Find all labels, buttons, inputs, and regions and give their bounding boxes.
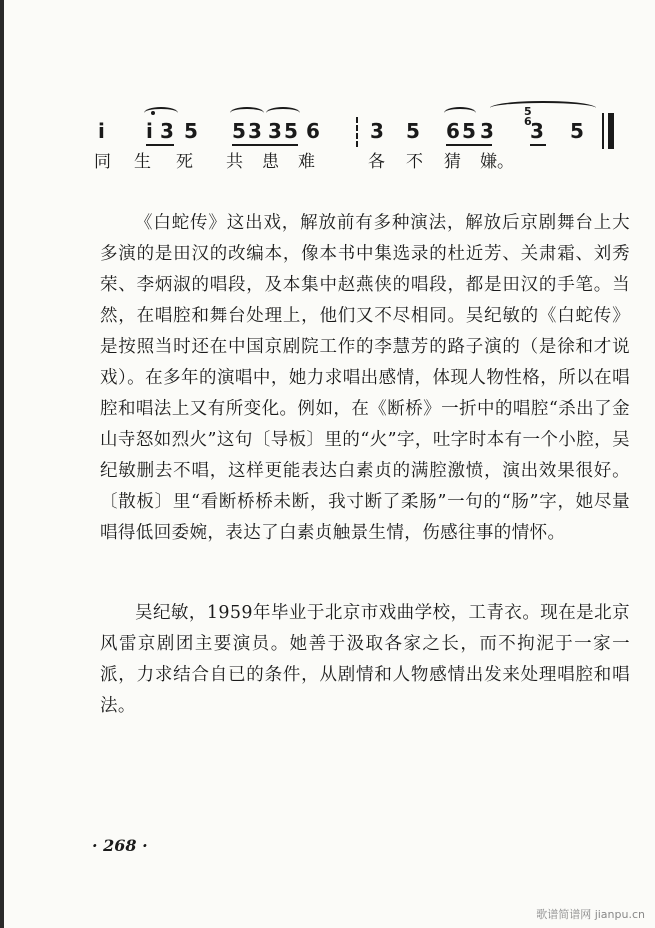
rhythm-underline [146,144,174,146]
lyric-char: 共 [226,152,243,172]
body-paragraph-1: 《白蛇传》这出戏，解放前有多种演法，解放后京剧舞台上大多演的是田汉的改编本，像本书中集选录的杜近芳、关肃霜、刘秀荣、李炳淑的唱段，及本集中赵燕侠的唱段，都是田汉的手笔。当然，在唱腔和舞台处理上，他们又不尽相同。吴纪敏的《白蛇传》是按照当时还在中国京剧院工作的李慧芳的路子演的（是徐和才说戏）。在多年的演唱中，她力求唱出感情，体现人物性格，所以在唱腔和唱法上又有所变化。例如，在《断桥》一折中的唱腔“杀出了金山寺怒如烈火”这句〔导板〕里的“火”字，吐字时本有一个小腔，吴纪敏删去不唱，这样更能表达白素贞的满腔激愤，演出效果很好。〔散板〕里“看断桥桥未断，我寸断了柔肠”一句的“肠”字，她尽量唱得低回委婉，表达了白素贞触景生情，伤感往事的情怀。 [100,213,630,543]
slur [230,107,264,119]
note: 6 [446,119,460,143]
slur [266,107,300,119]
rhythm-underline [530,144,546,146]
note: 3 [160,119,174,143]
note: 3 [268,119,282,143]
grace-note: 6 [524,115,532,128]
slur [490,101,596,115]
page-left-edge [0,0,4,928]
dashed-barline [356,117,360,147]
lyric-char: 嫌。 [480,152,514,172]
lyric-char: 各 [368,152,385,172]
note: i [146,119,153,143]
note: 5 [184,119,198,143]
jianpu-notation-line [94,103,624,193]
note: 5 [570,119,584,143]
rhythm-underline [232,144,298,146]
note: 5 [232,119,246,143]
lyric-char: 患 [262,152,279,172]
grace-note: 5 [524,105,532,118]
slur [144,107,178,119]
lyric-char: 生 [134,152,151,172]
note: 5 [462,119,476,143]
body-paragraph-2: 吴纪敏，1959年毕业于北京市戏曲学校，工青衣。现在是北京风雷京剧团主要演员。她善于汲取各家之长，而不拘泥于一家一派，力求结合自已的条件，从剧情和人物感情出发来处理唱腔和唱法。 [100,603,630,716]
page-number: · 268 · [92,836,148,855]
note: 3 [530,119,544,143]
final-barline-thin [602,113,604,149]
slur [444,107,476,119]
lyric-char: 猜 [444,152,461,172]
site-watermark: 歌谱简谱网 jianpu.cn [536,908,645,921]
note: 5 [406,119,420,143]
note: 6 [306,119,320,143]
rhythm-underline [446,144,492,146]
lyric-char: 同 [94,152,111,172]
lyric-char: 死 [176,152,193,172]
lyric-char: 不 [406,152,423,172]
final-barline-thick [608,113,614,149]
lyric-char: 难 [298,152,315,172]
note: 3 [480,119,494,143]
note: 3 [248,119,262,143]
note: 3 [370,119,384,143]
note: 5 [284,119,298,143]
note: i [98,119,105,143]
